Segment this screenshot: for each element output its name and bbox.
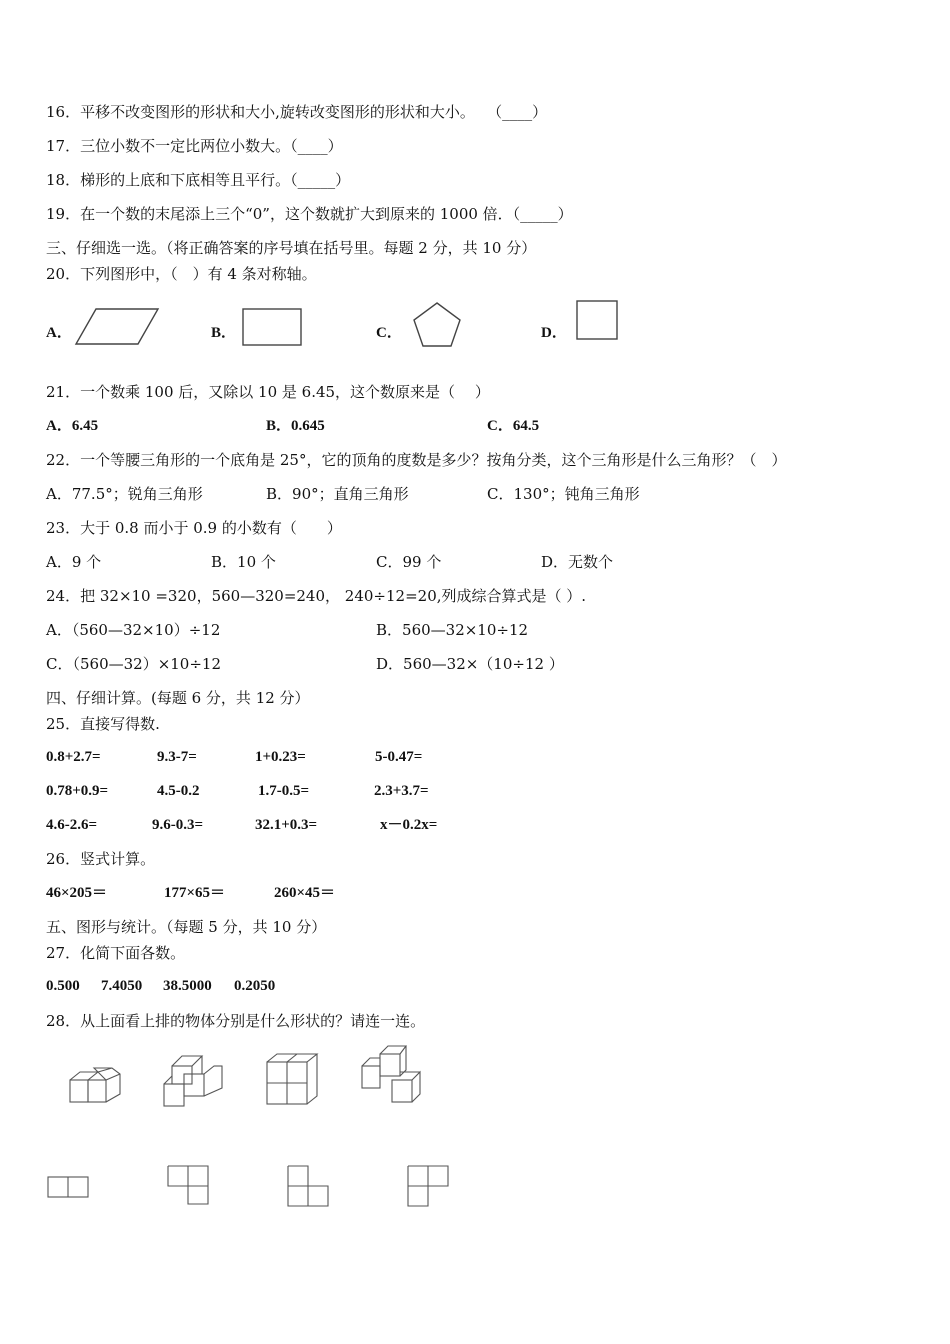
question-27-stem: 27．化简下面各数。 <box>46 944 186 962</box>
rectangle-figure <box>241 307 305 349</box>
calc-item: 4.5-0.2 <box>157 783 200 799</box>
q22-option-b: B．90°；直角三角形 <box>266 485 409 503</box>
calc-item: 0.78+0.9= <box>46 783 109 799</box>
q24-option-a: A．（560—32×10）÷12 <box>46 621 221 639</box>
vertical-calc-item: 46×205＝ <box>46 885 108 901</box>
parallelogram-figure <box>74 306 164 348</box>
q23-option-a: A．9 个 <box>46 553 102 571</box>
pentagon-figure <box>410 300 464 350</box>
vertical-calc-item: 260×45＝ <box>274 885 336 901</box>
top-view-figure-4 <box>406 1164 452 1210</box>
calc-item: 4.6-2.6= <box>46 817 98 833</box>
cube-stack-figure-1 <box>66 1060 126 1108</box>
q24-option-b: B．560—32×10÷12 <box>376 621 529 639</box>
calc-item: 32.1+0.3= <box>255 817 318 833</box>
top-view-figure-1 <box>46 1174 92 1200</box>
q24-option-d: D．560—32×（10÷12 ） <box>376 655 564 673</box>
cube-stack-figure-3 <box>263 1050 323 1108</box>
q20-option-d-label: D． <box>541 325 567 341</box>
simplify-item: 38.5000 <box>163 978 212 994</box>
question-17: 17．三位小数不一定比两位小数大。（____） <box>46 137 343 155</box>
simplify-item: 0.500 <box>46 978 80 994</box>
calc-item: 1.7-0.5= <box>258 783 310 799</box>
simplify-item: 7.4050 <box>101 978 143 994</box>
top-view-figure-3 <box>286 1164 332 1210</box>
question-20-stem: 20．下列图形中，（ ）有 4 条对称轴。 <box>46 265 317 283</box>
q20-option-b-label: B． <box>211 325 237 341</box>
q20-option-a-label: A． <box>46 325 72 341</box>
section-5-heading: 五、图形与统计。（每题 5 分，共 10 分） <box>46 918 327 936</box>
question-19: 19．在一个数的末尾添上三个“0”，这个数就扩大到原来的 1000 倍．（_____） <box>46 205 573 223</box>
cube-stack-figure-2 <box>160 1046 226 1110</box>
question-25-stem: 25．直接写得数. <box>46 715 160 733</box>
question-24-stem: 24．把 32×10 =320，560—320=240， 240÷12=20,列成综合算式是（ ）. <box>46 587 587 605</box>
vertical-calc-item: 177×65＝ <box>164 885 226 901</box>
q22-option-c: C．130°；钝角三角形 <box>487 485 640 503</box>
calc-item: 1+0.23= <box>255 749 306 765</box>
section-3-heading: 三、仔细选一选。（将正确答案的序号填在括号里。每题 2 分，共 10 分） <box>46 239 537 257</box>
calc-item: 2.3+3.7= <box>374 783 429 799</box>
simplify-item: 0.2050 <box>234 978 276 994</box>
calc-item: 9.6-0.3= <box>152 817 204 833</box>
q24-option-c: C．（560—32）×10÷12 <box>46 655 222 673</box>
q21-option-a: A．6.45 <box>46 418 99 434</box>
calc-item: 0.8+2.7= <box>46 749 101 765</box>
top-view-figure-2 <box>166 1164 212 1208</box>
question-21-stem: 21．一个数乘 100 后，又除以 10 是 6.45，这个数原来是（ ） <box>46 383 490 401</box>
calc-item: 5-0.47= <box>375 749 423 765</box>
question-28-stem: 28．从上面看上排的物体分别是什么形状的？请连一连。 <box>46 1012 426 1030</box>
q23-option-d: D．无数个 <box>541 553 614 571</box>
cube-stack-figure-4 <box>356 1040 426 1108</box>
calc-item: 9.3-7= <box>157 749 197 765</box>
question-26-stem: 26．竖式计算。 <box>46 850 156 868</box>
square-figure <box>574 299 620 343</box>
q22-option-a: A．77.5°；锐角三角形 <box>46 485 203 503</box>
question-18: 18．梯形的上底和下底相等且平行。（_____） <box>46 171 351 189</box>
q21-option-c: C．64.5 <box>487 418 540 434</box>
question-16: 16．平移不改变图形的形状和大小,旋转改变图形的形状和大小。 （____） <box>46 103 548 121</box>
section-4-heading: 四、仔细计算。(每题 6 分，共 12 分） <box>46 689 310 707</box>
q23-option-c: C．99 个 <box>376 553 442 571</box>
question-22-stem: 22．一个等腰三角形的一个底角是 25°，它的顶角的度数是多少？按角分类，这个三角形是什么三角形？（ ） <box>46 451 787 469</box>
question-23-stem: 23．大于 0.8 而小于 0.9 的小数有（ ） <box>46 519 342 537</box>
q21-option-b: B．0.645 <box>266 418 325 434</box>
q20-option-c-label: C． <box>376 325 402 341</box>
calc-item: x－0.2x= <box>380 817 438 833</box>
q23-option-b: B．10 个 <box>211 553 276 571</box>
